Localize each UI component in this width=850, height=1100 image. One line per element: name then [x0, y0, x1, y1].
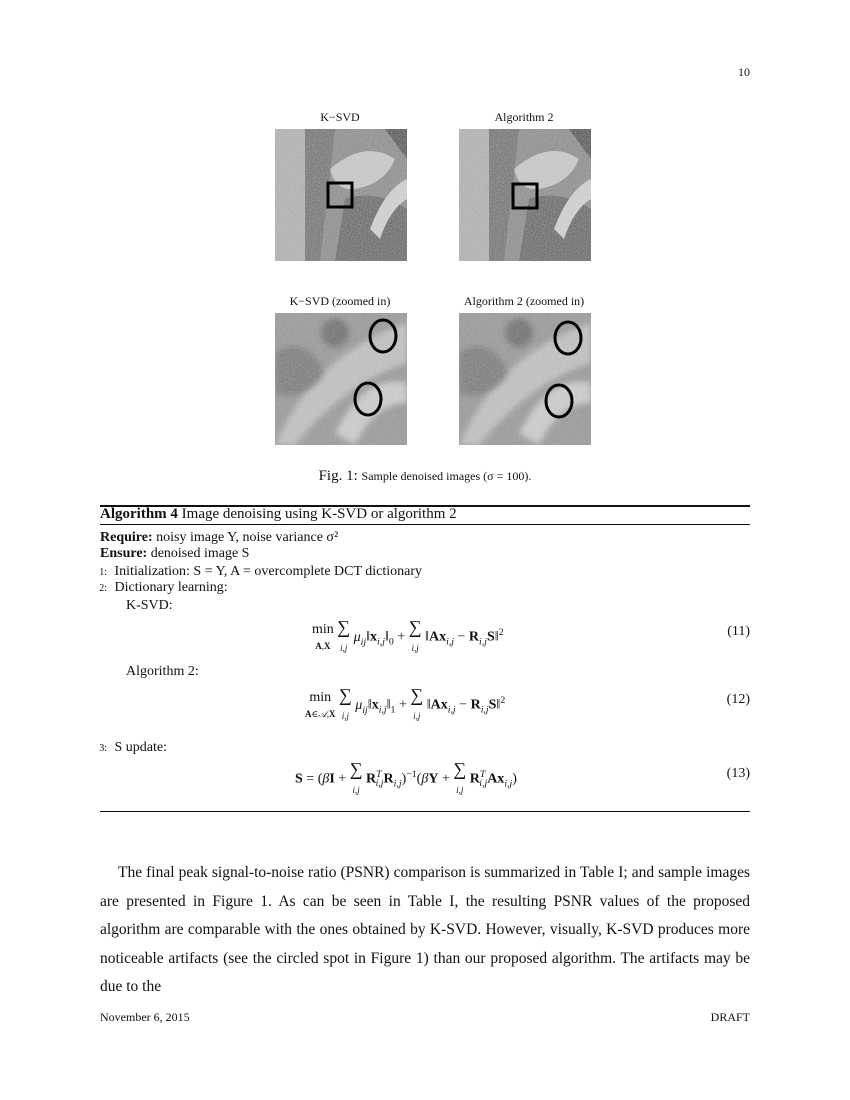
step-2-number: 2:	[99, 583, 107, 594]
caption-text: Sample denoised images (σ = 100).	[361, 469, 532, 483]
footer-status: DRAFT	[710, 1010, 750, 1024]
image-ksvd	[275, 129, 407, 261]
algorithm-label: Algorithm 4	[100, 506, 178, 522]
equation-11-number: (11)	[727, 624, 750, 639]
step-3-text: S update:	[114, 740, 167, 755]
equation-12: min $_{A\in 𝒜,X}$ ∑ $_{i,j}$ $\mu_{ij}‖x_{i,j}‖_1$ + ∑ $_{i,j}$ $‖Ax_{i,j}$ − $R_{i,j}S‖^2$	[305, 685, 506, 721]
equation-13: S = (βI + ∑ $_{i,j}$ $R^T_{i,j}R_{i,j})^{-1}(\beta Y$ + ∑ $_{i,j}$ $R^T_{i,j}Ax_{i,j}$)	[295, 759, 517, 795]
ensure-label: Ensure:	[100, 546, 148, 561]
step-3-number: 3:	[99, 743, 107, 754]
step-3	[93, 740, 167, 756]
algorithm-mid-rule	[100, 524, 750, 525]
image-alg2	[459, 129, 591, 261]
algorithm-title: Image denoising using K-SVD or algorithm 2	[181, 506, 457, 522]
require-line	[100, 530, 338, 546]
panel-title-alg2-zoom: Algorithm 2 (zoomed in)	[463, 294, 585, 308]
step-2	[93, 580, 228, 596]
body-paragraph: The final peak signal-to-noise ratio (PSNR) comparison is summarized in Table I; and sample images are presented in Figure 1. As can be seen in Table I, the resulting PSNR values of the proposed algorithm are comparable with the ones obtained by K-SVD. However, visually, K-SVD produces more noticeable artifacts (see the circled spot in Figure 1) than our proposed algorithm. The artifacts may be due to the	[100, 864, 750, 995]
panel-title-alg2: Algorithm 2	[494, 110, 554, 124]
equation-13-number: (13)	[726, 766, 750, 781]
footer-date: November 6, 2015	[100, 1010, 190, 1024]
equation-11: min $_{A,X}$ ∑ $_{i,j}$ $\mu_{ij}‖x_{i,j}‖_0$ + ∑ $_{i,j}$ $‖Ax_{i,j}$ − $R_{i,j}S‖^2$	[312, 617, 504, 653]
algorithm-header	[100, 506, 457, 523]
ksvd-label: K-SVD:	[126, 598, 173, 613]
step-1-number: 1:	[99, 567, 107, 578]
step-1	[93, 564, 422, 580]
image-alg2-zoomed	[459, 313, 591, 445]
step-2-text: Dictionary learning:	[114, 580, 228, 595]
equation-12-number: (12)	[726, 692, 750, 707]
page-number: 10	[738, 65, 750, 79]
panel-title-ksvd: K−SVD	[320, 110, 360, 124]
algorithm-bottom-rule	[100, 811, 750, 812]
require-label: Require:	[100, 530, 153, 545]
require-text: noisy image Y, noise variance σ²	[156, 530, 339, 545]
image-ksvd-zoomed	[275, 313, 407, 445]
figure-caption	[0, 468, 850, 485]
ensure-line	[100, 546, 249, 562]
caption-label: Fig. 1:	[318, 468, 358, 484]
alg2-label: Algorithm 2:	[126, 664, 199, 679]
ensure-text: denoised image S	[150, 546, 250, 561]
step-1-text: Initialization: S = Y, A = overcomplete DCT dictionary	[114, 564, 423, 579]
panel-title-ksvd-zoom: K−SVD (zoomed in)	[289, 294, 391, 308]
